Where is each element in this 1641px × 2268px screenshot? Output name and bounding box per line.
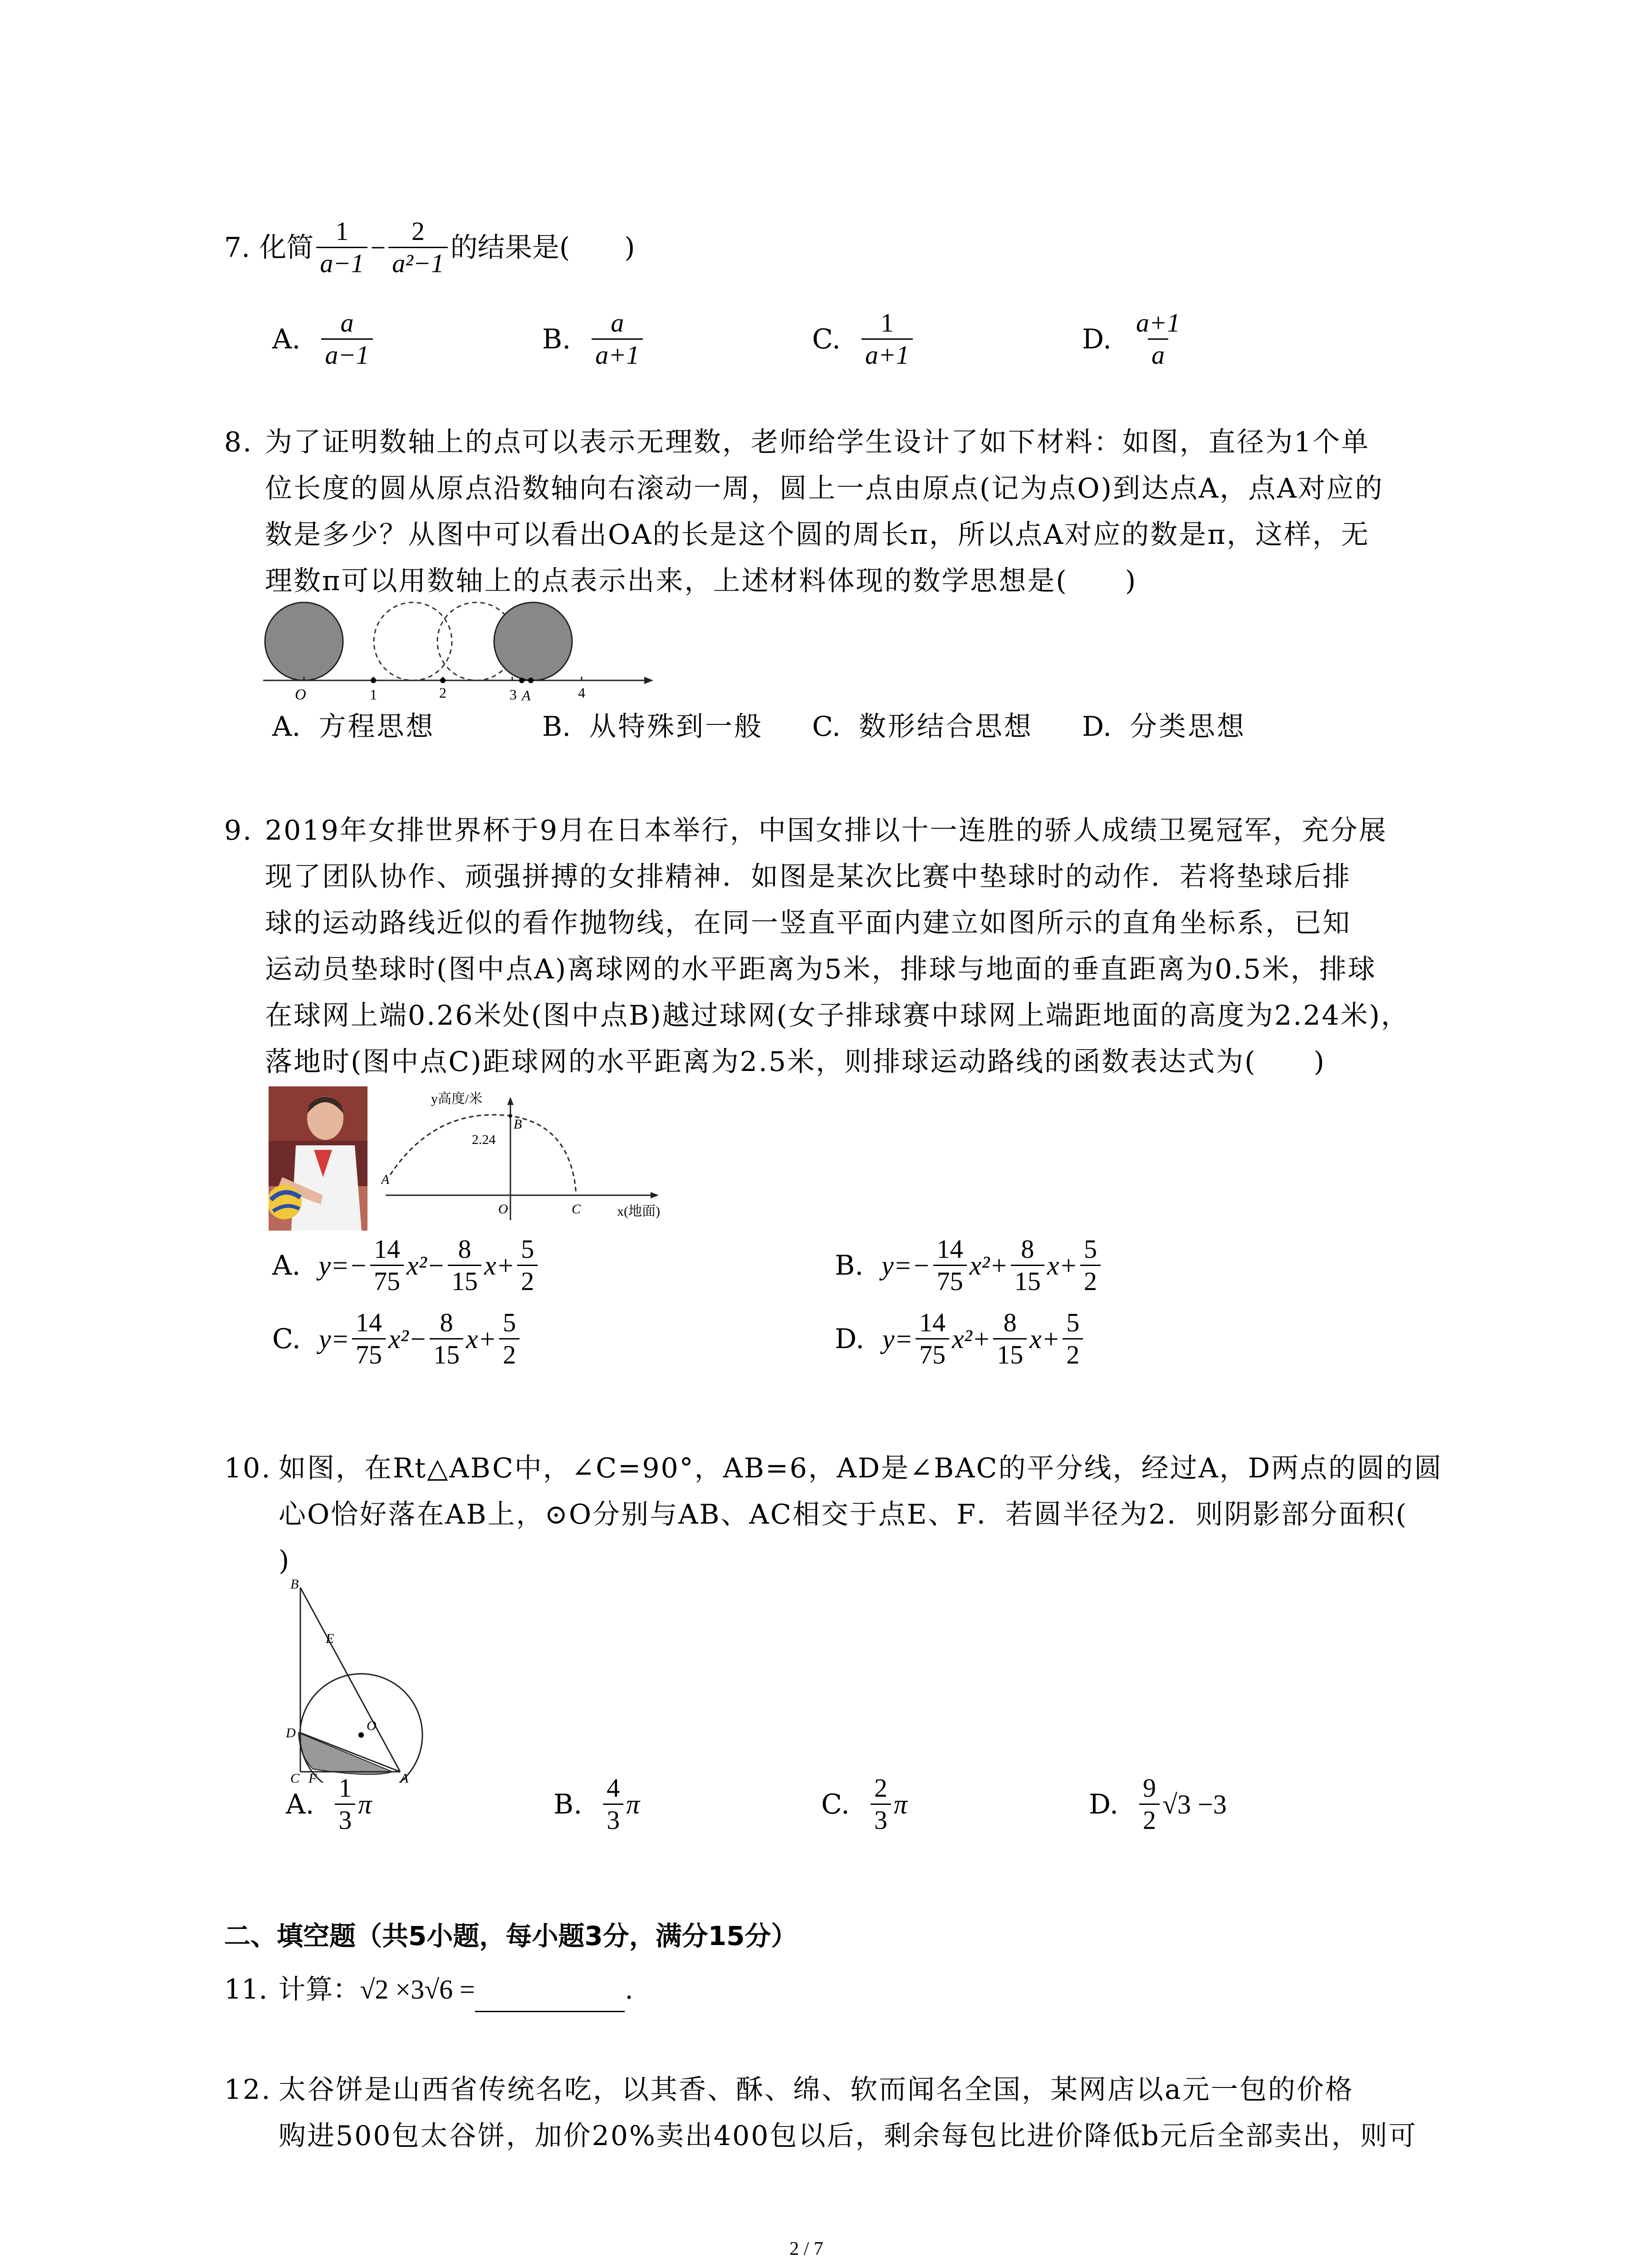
question-10 — [224, 1445, 1467, 1584]
fraction — [316, 217, 367, 278]
fraction-denominator: 15 — [1011, 1265, 1044, 1296]
fraction-numerator: a — [340, 308, 354, 337]
option-label: D. — [1089, 1788, 1119, 1820]
fraction — [1011, 1235, 1044, 1296]
section-heading: 二、填空题（共5小题，每小题3分，满分15分） — [224, 1921, 798, 1951]
fraction-denominator: 3 — [335, 1804, 355, 1835]
center-point — [358, 1732, 364, 1738]
fraction-denominator: 3 — [871, 1804, 891, 1835]
option-b[interactable] — [542, 709, 763, 745]
option-b[interactable] — [835, 1235, 1103, 1296]
option-c[interactable] — [812, 308, 916, 370]
fraction-numerator: 4 — [607, 1773, 620, 1803]
option-label: B. — [835, 1249, 864, 1281]
fraction-numerator: 14 — [374, 1234, 401, 1264]
fraction — [993, 1308, 1027, 1369]
option-a[interactable] — [272, 1235, 540, 1296]
label-2: 2 — [439, 684, 446, 701]
fraction-numerator: 14 — [919, 1308, 946, 1337]
fraction-numerator: 2 — [874, 1773, 887, 1803]
option-b[interactable] — [554, 1774, 640, 1835]
volleyball-player-photo — [269, 1086, 367, 1231]
question-text: 计算： — [278, 1974, 360, 2005]
fraction-numerator: 8 — [440, 1308, 453, 1337]
number-line-figure — [259, 599, 667, 708]
question-text: . — [624, 1974, 634, 2005]
fraction-denominator: 75 — [933, 1265, 967, 1296]
value-2-24: 2.24 — [472, 1132, 496, 1147]
option-c[interactable] — [812, 709, 1033, 745]
label-b: B — [514, 1117, 522, 1132]
label-c: C — [290, 1771, 300, 1783]
expression-part: π — [358, 1789, 372, 1819]
expression-part: x+ — [1047, 1250, 1078, 1281]
fraction-denominator: 75 — [916, 1338, 949, 1369]
expression-part: y=− — [882, 1250, 931, 1281]
fraction — [352, 1308, 386, 1369]
triangle-circle-figure — [281, 1579, 436, 1783]
fraction-denominator: 15 — [993, 1338, 1027, 1369]
fraction-denominator: 2 — [1080, 1265, 1101, 1296]
question-text-line: 为了证明数轴上的点可以表示无理数，老师给学生设计了如下材料：如图，直径为1个单 — [265, 426, 1370, 458]
shaded-circle-start — [265, 602, 343, 680]
fraction-denominator: a−1 — [321, 338, 372, 370]
fraction-denominator: 15 — [448, 1265, 481, 1296]
question-7 — [224, 217, 635, 278]
page-number: 2 / 7 — [789, 2239, 823, 2259]
question-number: 8. — [224, 426, 253, 458]
option-text: 从特殊到一般 — [589, 711, 764, 743]
question-text-line: 在球网上端0.26米处(图中点B)越过球网(女子排球赛中球网上端距地面的高度为2.24米)， — [265, 1000, 1410, 1031]
fraction — [592, 308, 643, 370]
y-axis-label: y高度/米 — [431, 1091, 483, 1106]
fraction — [603, 1774, 623, 1835]
label-o: O — [295, 686, 306, 703]
fraction-denominator: a+1 — [862, 338, 913, 370]
point-dot — [371, 678, 376, 683]
question-number: 9. — [224, 815, 253, 846]
shaded-circle-end — [494, 602, 572, 680]
expression-part: x²+ — [952, 1324, 991, 1354]
option-a[interactable] — [272, 308, 376, 370]
point-dot — [440, 678, 446, 683]
fraction — [1080, 1235, 1101, 1296]
question-9 — [224, 807, 1467, 1085]
option-d[interactable] — [1089, 1774, 1227, 1835]
label-1: 1 — [370, 686, 377, 703]
trajectory-coordinate-figure — [381, 1089, 690, 1225]
option-c[interactable] — [821, 1774, 907, 1835]
option-b[interactable] — [542, 308, 646, 370]
question-text-line: 心O恰好落在AB上，⊙O分别与AB、AC相交于点E、F．若圆半径为2．则阴影部分面积( — [279, 1499, 1408, 1530]
expression-part: √3 −3 — [1162, 1789, 1227, 1819]
option-label: B. — [542, 711, 571, 743]
point-dot — [519, 678, 524, 683]
option-label: A. — [272, 1249, 301, 1281]
fraction — [871, 1774, 891, 1835]
question-text-line: 运动员垫球时(图中点A)离球网的水平距离为5米，排球与地面的垂直距离为0.5米，排球 — [265, 953, 1376, 985]
fraction-numerator: 2 — [411, 216, 425, 246]
fraction-numerator: 8 — [1003, 1308, 1017, 1337]
fraction-numerator: 5 — [1066, 1308, 1080, 1337]
fraction-denominator: 75 — [352, 1338, 386, 1369]
question-11 — [224, 1967, 633, 2012]
fraction-denominator: a²−1 — [388, 247, 448, 278]
expression-part: x+ — [466, 1324, 497, 1354]
question-text-line: 太谷饼是山西省传统名吃，以其香、酥、绵、软而闻名全国，某网店以a元一包的价格 — [279, 2074, 1354, 2106]
question-number: 7. — [224, 231, 250, 264]
label-a: A — [381, 1172, 390, 1187]
expression-part: y= — [882, 1324, 913, 1354]
expression-part: y=− — [318, 1250, 368, 1281]
option-d[interactable] — [1082, 709, 1246, 745]
parabola-path — [390, 1115, 576, 1195]
fraction-denominator: 2 — [517, 1265, 538, 1296]
question-number: 12. — [224, 2074, 272, 2106]
answer-blank[interactable] — [475, 1984, 625, 2012]
expression-part: π — [626, 1789, 640, 1819]
question-text-line: 2019年女排世界杯于9月在日本举行，中国女排以十一连胜的骄人成绩卫冕冠军，充分展 — [265, 815, 1387, 846]
label-o: O — [498, 1202, 508, 1217]
minus-sign: − — [370, 232, 386, 263]
fraction — [321, 308, 372, 370]
question-text-line: 落地时(图中点C)距球网的水平距离为2.5米，则排球运动路线的函数表达式为( ) — [265, 1046, 1326, 1078]
fraction-denominator: 2 — [1139, 1804, 1160, 1835]
fraction — [1063, 1308, 1083, 1369]
fraction — [1132, 308, 1184, 370]
option-label: A. — [286, 1788, 314, 1820]
question-text-line: 如图，在Rt△ABC中，∠C=90°，AB=6，AD是∠BAC的平分线，经过A，D两点的圆的圆 — [279, 1452, 1443, 1484]
fraction-numerator: a — [611, 308, 624, 337]
option-a[interactable] — [272, 709, 435, 745]
fraction-numerator: 14 — [936, 1234, 963, 1264]
fraction-numerator: a+1 — [1136, 308, 1181, 337]
axis-arrow — [644, 677, 653, 684]
question-text-line: 数是多少？从图中可以看出OA的长是这个圆的周长π，所以点A对应的数是π，这样，无 — [265, 519, 1370, 551]
option-label: C. — [812, 323, 841, 355]
point-b — [509, 1114, 512, 1118]
fraction-denominator: a — [1148, 338, 1168, 370]
label-e: E — [326, 1631, 334, 1646]
x-axis-arrow — [651, 1192, 659, 1198]
expression-part: x²− — [407, 1250, 446, 1281]
label-a: A — [522, 687, 531, 704]
expression-part: π — [893, 1789, 907, 1819]
label-4: 4 — [578, 684, 585, 701]
label-b: B — [290, 1579, 299, 1592]
fraction — [370, 1235, 404, 1296]
fraction — [862, 308, 913, 370]
label-o: O — [367, 1718, 377, 1733]
question-text-line: ) — [279, 1545, 291, 1577]
label-c: C — [572, 1202, 581, 1217]
option-text: 数形结合思想 — [858, 711, 1033, 743]
fraction — [448, 1235, 481, 1296]
question-8 — [224, 419, 1449, 604]
option-d[interactable] — [835, 1308, 1086, 1369]
fraction-numerator: 8 — [1021, 1234, 1034, 1264]
option-label: B. — [554, 1788, 583, 1820]
fraction-denominator: a+1 — [592, 338, 643, 370]
fraction — [916, 1308, 949, 1369]
fraction-numerator: 1 — [880, 308, 894, 337]
option-label: D. — [1082, 323, 1112, 355]
option-text: 方程思想 — [318, 711, 435, 743]
fraction-denominator: a−1 — [316, 247, 367, 278]
fraction-denominator: 15 — [430, 1338, 463, 1369]
expression-part: x²+ — [969, 1250, 1008, 1281]
option-d[interactable] — [1082, 308, 1186, 370]
expression-part: x+ — [484, 1250, 515, 1281]
question-text-line: 位长度的圆从原点沿数轴向右滚动一周，圆上一点由原点(记为点O)到达点A，点A对应的 — [265, 473, 1384, 504]
expression: √2 ×3√6 = — [360, 1975, 475, 2004]
fraction — [388, 217, 448, 278]
question-number: 10. — [224, 1452, 272, 1484]
fraction-denominator: 2 — [499, 1338, 519, 1369]
fraction — [933, 1235, 967, 1296]
fraction-numerator: 1 — [335, 216, 349, 246]
option-label: A. — [272, 711, 301, 743]
fraction-numerator: 9 — [1143, 1773, 1156, 1803]
point-dot — [528, 678, 534, 683]
option-label: D. — [1082, 711, 1112, 743]
fraction-denominator: 2 — [1063, 1338, 1083, 1369]
dashed-circle — [374, 602, 452, 680]
fraction — [499, 1308, 519, 1369]
expression-part: y= — [318, 1324, 349, 1354]
label-f: F — [309, 1771, 317, 1783]
fraction — [517, 1235, 538, 1296]
fraction — [335, 1774, 355, 1835]
question-12 — [224, 2067, 1467, 2159]
question-number: 11. — [224, 1974, 268, 2005]
fraction-numerator: 8 — [458, 1234, 471, 1264]
option-label: D. — [835, 1323, 865, 1355]
expression-part: x²− — [388, 1324, 427, 1354]
question-text: 化简 — [259, 231, 314, 264]
option-c[interactable] — [272, 1308, 522, 1369]
question-text-line: 购进500包太谷饼，加价20%卖出400包以后，剩余每包比进价降低b元后全部卖出，则可 — [279, 2120, 1417, 2152]
label-3: 3 — [509, 686, 517, 703]
option-text: 分类思想 — [1130, 711, 1246, 743]
option-label: A. — [272, 323, 301, 355]
fraction — [430, 1308, 463, 1369]
question-text-line: 球的运动路线近似的看作抛物线，在同一竖直平面内建立如图所示的直角坐标系，已知 — [265, 907, 1351, 939]
question-text-line: 现了团队协作、顽强拼搏的女排精神．如图是某次比赛中垫球时的动作．若将垫球后排 — [265, 861, 1351, 893]
option-a[interactable] — [286, 1774, 372, 1835]
fraction-numerator: 5 — [1084, 1234, 1097, 1264]
fraction-numerator: 1 — [338, 1773, 352, 1803]
label-a: A — [400, 1771, 409, 1783]
y-axis-arrow — [507, 1097, 514, 1105]
question-text-line: 理数π可以用数轴上的点表示出来，上述材料体现的数学思想是( ) — [265, 565, 1137, 597]
fraction-numerator: 5 — [521, 1234, 534, 1264]
option-label: C. — [272, 1323, 301, 1355]
option-label: C. — [812, 711, 841, 743]
shaded-region — [299, 1733, 392, 1774]
fraction-numerator: 14 — [355, 1308, 382, 1337]
fraction-denominator: 3 — [603, 1804, 623, 1835]
label-d: D — [286, 1725, 296, 1740]
option-label: B. — [542, 323, 571, 355]
question-text: 的结果是( ) — [450, 231, 635, 264]
x-axis-label: x(地面) — [617, 1204, 660, 1219]
option-label: C. — [821, 1788, 850, 1820]
fraction-numerator: 5 — [503, 1308, 516, 1337]
expression-part: x+ — [1029, 1324, 1060, 1354]
fraction-denominator: 75 — [370, 1265, 404, 1296]
fraction — [1139, 1774, 1160, 1835]
